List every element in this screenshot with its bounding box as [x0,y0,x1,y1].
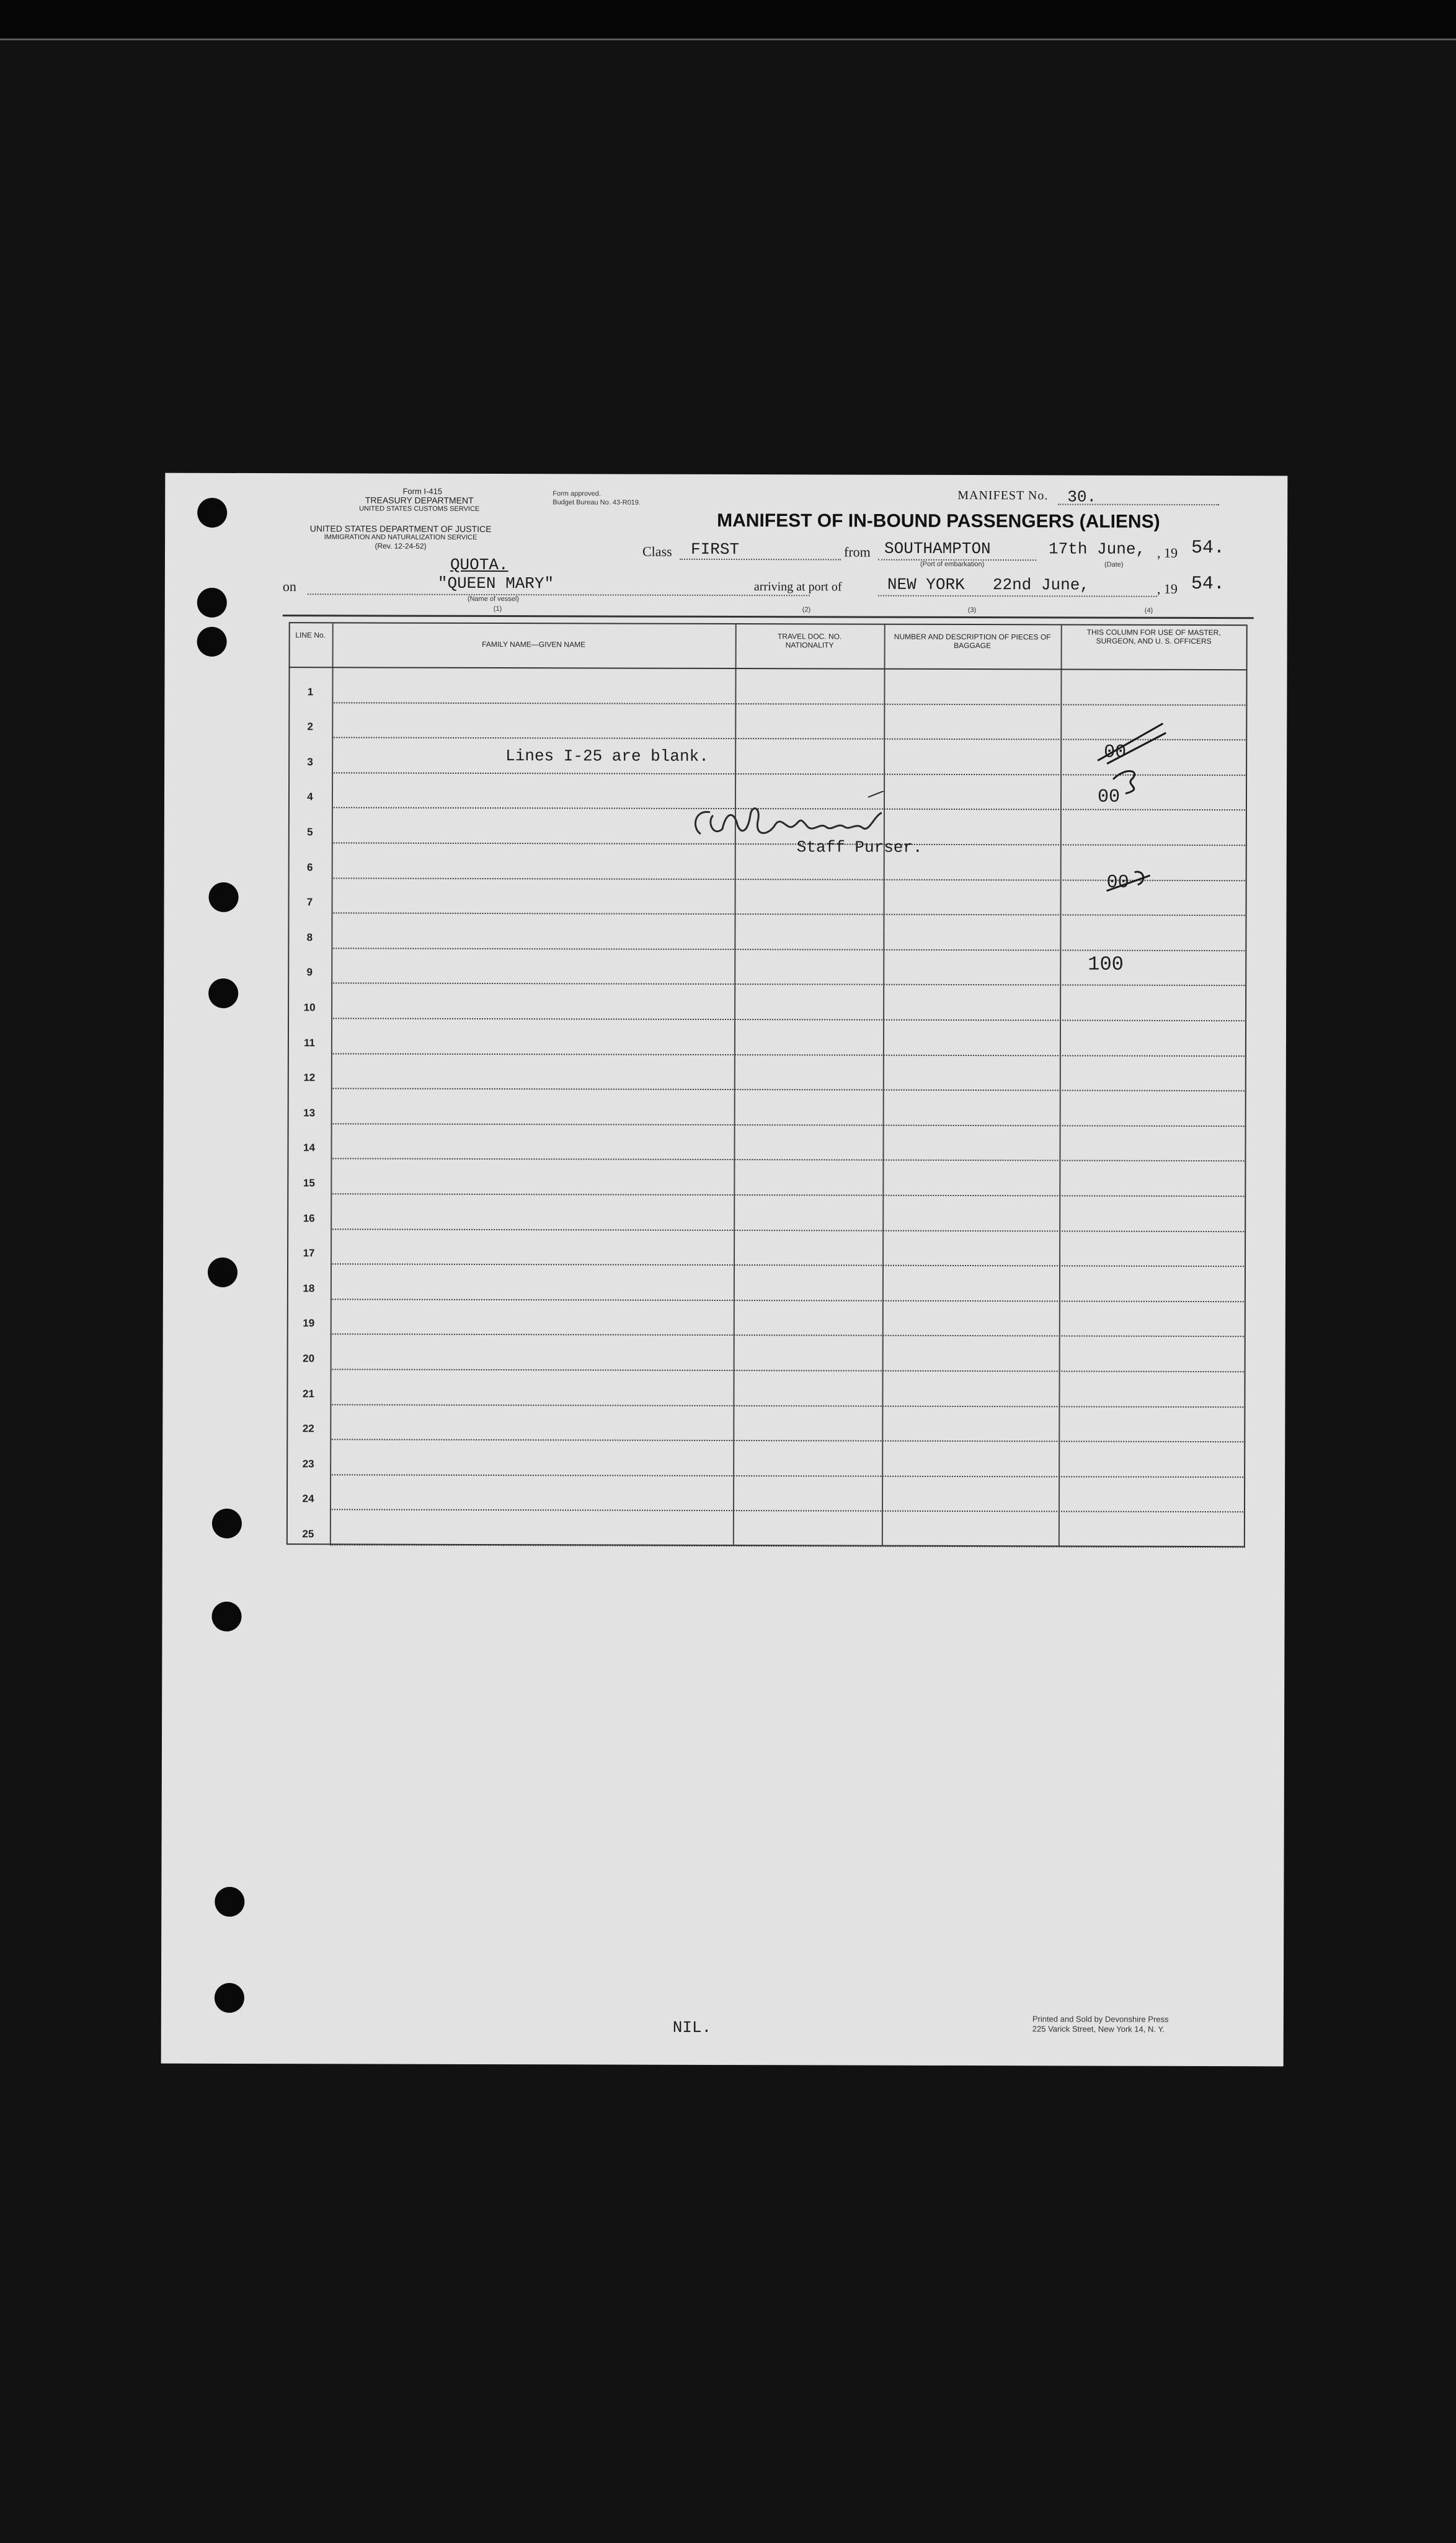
arrival-year: 54. [1191,573,1225,595]
punch-hole [208,979,238,1008]
scan-top-rule [0,38,1456,40]
passenger-table [286,622,1248,1547]
line-number: 7 [306,896,313,908]
line-number: 12 [303,1072,316,1084]
line-number: 16 [303,1212,315,1224]
from-label: from [843,544,871,560]
arrive-year-prefix: , 19 [1156,580,1178,597]
on-label: on [282,579,296,595]
ins-service: IMMIGRATION AND NATURALIZATION SERVICE [324,533,477,541]
line-number: 6 [306,861,313,873]
col-header-line: LINE No. [295,631,326,640]
punch-hole [197,498,227,528]
manifest-page [161,473,1288,2067]
punch-hole [197,588,227,618]
col-header-name: FAMILY NAME—GIVEN NAME [482,639,586,649]
printer-line-1: Printed and Sold by Devonshire Press [1032,2014,1169,2024]
col-header-travel: TRAVEL DOC. NO. NATIONALITY [777,632,842,650]
treasury-dept: TREASURY DEPARTMENT [365,495,474,505]
line-number: 4 [307,791,313,803]
col-header-baggage: NUMBER AND DESCRIPTION OF PIECES OF BAGGAGE [894,632,1051,650]
line-number: 25 [302,1528,314,1540]
punch-hole [197,627,227,657]
punch-hole [212,1509,242,1538]
line-number: 18 [303,1282,315,1295]
line-number: 3 [307,756,313,768]
arriving-label: arriving at port of [753,580,842,594]
punch-hole [208,1258,237,1287]
officer-mark: 00 [1106,872,1129,894]
quota-label: QUOTA. [450,555,508,575]
line-number: 10 [303,1001,316,1014]
date-caption: (Date) [1104,561,1124,569]
line-number: 23 [302,1458,314,1470]
nil-note: NIL. [672,2018,712,2037]
officer-mark: 100 [1088,952,1124,976]
line-number: 5 [307,826,313,838]
customs-service: UNITED STATES CUSTOMS SERVICE [359,505,480,513]
punch-hole [211,1602,241,1631]
arrival-date: 22nd June, [992,575,1090,595]
line-number: 15 [303,1177,315,1189]
blank-lines-note: Lines I-25 are blank. [505,747,709,766]
line-number: 20 [303,1352,315,1365]
arrival-port: NEW YORK [887,575,965,595]
col-number-1: (1) [493,605,502,613]
vessel-caption: (Name of vessel) [467,595,519,603]
strike-mark [1094,717,1169,767]
form-number: Form I-415 [402,486,443,496]
embarkation-port: SOUTHAMPTON [884,539,991,559]
line-number: 2 [307,721,314,733]
printer-line-2: 225 Varick Street, New York 14, N. Y. [1032,2024,1165,2034]
class-value: FIRST [691,539,740,559]
line-number: 13 [303,1107,316,1119]
class-label: Class [642,543,672,559]
line-number: 21 [302,1387,314,1400]
arrive-line [878,595,1157,597]
col-header-officers: THIS COLUMN FOR USE OF MASTER, SURGEON, AND U. S. OFFICERS [1086,628,1221,646]
class-line [680,559,841,561]
justice-dept: UNITED STATES DEPARTMENT OF JUSTICE [309,523,492,535]
punch-hole [215,1983,244,2013]
header-rule [283,615,1254,619]
scan-top-border [0,0,1456,38]
line-number: 14 [303,1142,315,1154]
form-approved: Form approved. [553,490,601,498]
embarkation-year: 54. [1191,537,1225,559]
embarkation-date: 17th June, [1049,539,1146,559]
vessel-line [308,593,810,596]
line-number: 8 [306,931,313,944]
line-number: 22 [302,1422,314,1435]
staff-purser: Staff Purser. [796,838,923,857]
punch-hole [215,1887,244,1917]
punch-hole [209,882,239,912]
manifest-label: MANIFEST No. [957,488,1049,503]
vessel-name: "QUEEN MARY" [437,574,554,593]
line-number: 9 [306,966,313,979]
col-number-4: (4) [1144,606,1153,615]
line-number: 19 [303,1317,315,1329]
line-number: 11 [303,1036,315,1049]
revision-date: (Rev. 12-24-52) [375,541,427,551]
officer-mark: 00 [1104,742,1127,763]
port-caption: (Port of embarkation) [920,560,985,569]
page-title: MANIFEST OF IN-BOUND PASSENGERS (ALIENS) [717,510,1160,532]
line-number: 24 [302,1493,314,1505]
line-number: 17 [303,1247,315,1259]
col-number-3: (3) [967,606,977,615]
officer-mark: 00 [1097,786,1121,808]
from-year-prefix: , 19 [1156,544,1178,561]
col-number-2: (2) [802,606,811,614]
scribble-mark [1101,866,1156,897]
line-number: 1 [307,685,314,698]
manifest-number: 30. [1067,487,1097,507]
budget-bureau: Budget Bureau No. 43-R019. [553,499,641,507]
